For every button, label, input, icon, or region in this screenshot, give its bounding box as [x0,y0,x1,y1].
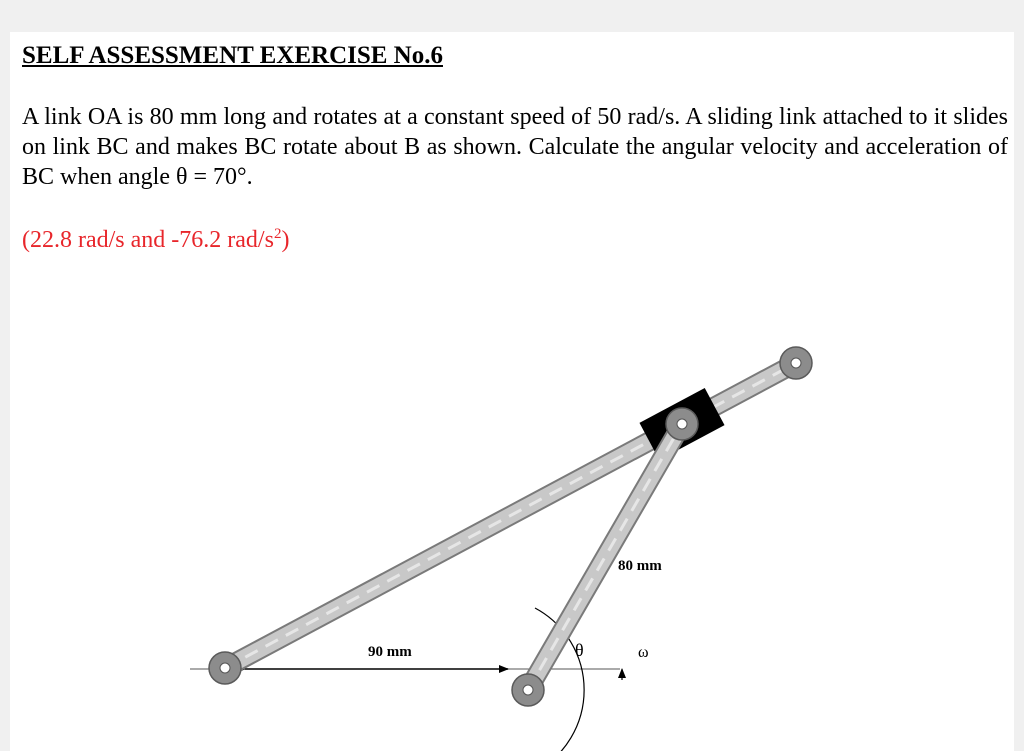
answer [22,226,289,254]
answer-exponent: 2 [273,226,282,242]
pin-a [666,408,698,440]
document-page [10,32,1014,751]
mechanism-diagram [170,260,830,751]
link-length-label: 80 mm [618,558,662,574]
omega-label: ω [638,644,649,661]
problem-statement: A link OA is 80 mm long and rotates at a constant speed of 50 rad/s. A sliding link attached to it slides on link BC and makes BC rotate about B as shown. Calculate the angular velocity and acceleration of BC when angle θ = 70°. [22,104,1008,190]
answer-close: ) [281,227,290,253]
pin-c [780,347,812,379]
mechanism-figure [170,260,830,751]
exercise-title: SELF ASSESSMENT EXERCISE No.6 [22,42,443,69]
pin-b [209,652,241,684]
ground-distance-label: 90 mm [368,644,412,660]
answer-text: (22.8 rad/s and -76.2 rad/s [22,227,274,253]
pin-o [512,674,544,706]
angle-theta-label: θ [575,640,584,660]
